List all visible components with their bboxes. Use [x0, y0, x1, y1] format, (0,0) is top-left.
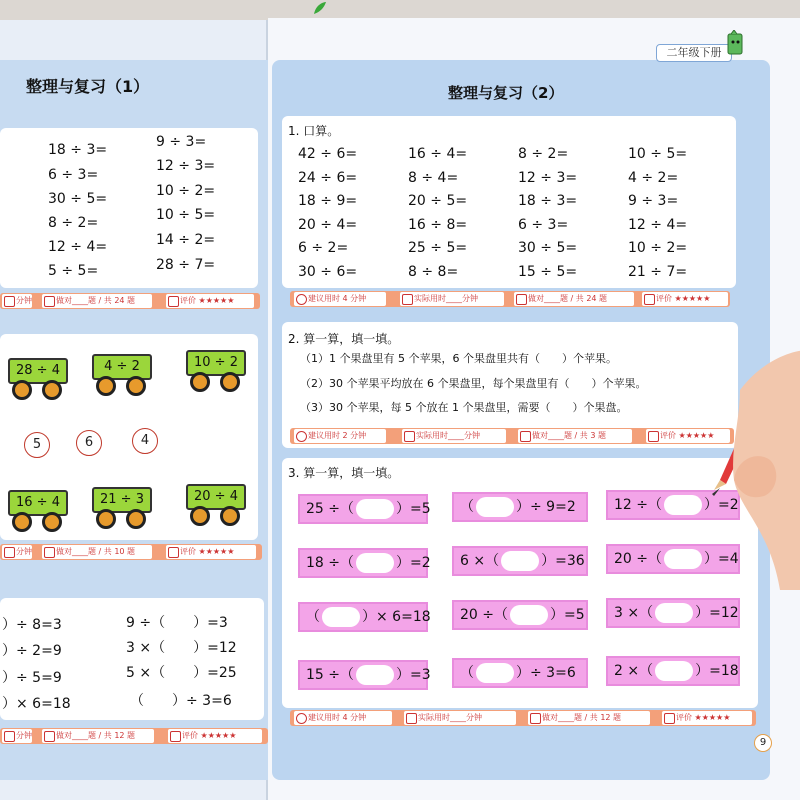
answer-blank[interactable] — [476, 663, 514, 683]
fill-blank-box — [298, 494, 431, 524]
answer-blank[interactable] — [655, 661, 693, 681]
answer-blank[interactable] — [655, 603, 693, 623]
grade-tab: 二年级下册 — [656, 44, 732, 62]
equation-right: ）=5 — [396, 501, 431, 517]
equation-left: 3 ×（ — [614, 605, 654, 621]
oral-calc-item: 24 ÷ 6= — [298, 169, 358, 186]
answer-blank[interactable] — [510, 605, 548, 625]
oral-calc-item: 30 ÷ 6= — [298, 263, 358, 280]
equation-right: ）=18 — [695, 663, 739, 679]
equation-right: ）=4 — [704, 551, 739, 567]
equation-left: 20 ÷（ — [614, 551, 662, 567]
oral-calc-item: 18 ÷ 3= — [518, 193, 578, 209]
right-footer-2-score: 做对____题 / 共 3 题 — [518, 429, 632, 443]
equation-left: 12 ÷（ — [614, 497, 662, 513]
word-problem-2: （2）30 个苹果平均放在 6 个果盘里，每个果盘里有（ ）个苹果。 — [300, 377, 647, 390]
left-calc-item: 30 ÷ 5= — [48, 191, 108, 207]
fill-blank-box — [452, 658, 588, 688]
left-fill-item: 9 ÷（ ）=3 — [126, 615, 228, 631]
left-calc-item: 6 ÷ 3= — [48, 167, 99, 183]
left-footer-1-time: 分钟 — [2, 294, 32, 308]
equation-left: 25 ÷（ — [306, 501, 354, 517]
fill-blank-box — [606, 598, 740, 628]
oral-calc-item: 9 ÷ 3= — [628, 193, 679, 209]
answer-blank[interactable] — [476, 497, 514, 517]
equation-right: ）÷ 9=2 — [516, 499, 576, 515]
left-fill-item: 3 ×（ ）=12 — [126, 640, 237, 656]
left-footer-1-rating: 评价 ★★★★★ — [166, 294, 254, 308]
right-footer-1-actual: 实际用时____分钟 — [400, 292, 504, 306]
left-fill-item: ）× 6=18 — [2, 696, 71, 712]
left-footer-3-score: 做对____题 / 共 12 题 — [42, 729, 154, 743]
division-wagon — [92, 354, 152, 398]
oral-calc-item: 4 ÷ 2= — [628, 169, 679, 186]
left-calc-item: 10 ÷ 5= — [156, 207, 216, 223]
oral-calc-item: 10 ÷ 2= — [628, 240, 688, 256]
equation-right: ）÷ 3=6 — [516, 665, 576, 681]
equation-right: ）=2 — [704, 497, 739, 513]
division-wagon — [92, 487, 152, 531]
word-problem-1: （1）1 个果盘里有 5 个苹果，6 个果盘里共有（ ）个苹果。 — [300, 352, 617, 365]
left-calc-item: 28 ÷ 7= — [156, 257, 216, 273]
wagon-label: 4 ÷ 2 — [92, 354, 152, 380]
right-footer-1-score: 做对____题 / 共 24 题 — [514, 292, 634, 306]
wheel-icon — [42, 380, 62, 400]
answer-blank[interactable] — [501, 551, 539, 571]
right-footer-3-rating: 评价 ★★★★★ — [662, 711, 752, 725]
oral-calc-item: 16 ÷ 8= — [408, 216, 468, 233]
left-page-title: 整理与复习（1） — [26, 77, 150, 96]
left-fill-item: ）÷ 8=3 — [2, 617, 62, 633]
division-wagon — [8, 358, 68, 402]
fill-blank-box — [298, 548, 431, 578]
division-wagon — [186, 484, 246, 528]
equation-right: ）=2 — [396, 555, 431, 571]
oral-calc-item: 20 ÷ 5= — [408, 193, 468, 209]
oral-calc-item: 8 ÷ 8= — [408, 263, 459, 280]
equation-left: 2 ×（ — [614, 663, 654, 679]
wheel-icon — [220, 506, 240, 526]
oral-calc-item: 30 ÷ 5= — [518, 240, 578, 256]
equation-left: 6 ×（ — [460, 553, 500, 569]
left-calc-item: 10 ÷ 2= — [156, 183, 216, 199]
answer-blank[interactable] — [664, 549, 702, 569]
wagon-label: 10 ÷ 2 — [186, 350, 246, 376]
answer-circle: 5 — [24, 432, 50, 458]
wheel-icon — [220, 372, 240, 392]
left-footer-2-time: 分钟 — [2, 545, 32, 559]
equation-left: 20 ÷（ — [460, 607, 508, 623]
left-calc-item: 18 ÷ 3= — [48, 142, 108, 158]
wagon-label: 28 ÷ 4 — [8, 358, 68, 384]
left-calc-item: 9 ÷ 3= — [156, 134, 207, 150]
wagon-label: 16 ÷ 4 — [8, 490, 68, 516]
wagon-label: 21 ÷ 3 — [92, 487, 152, 513]
answer-blank[interactable] — [322, 607, 360, 627]
fill-blank-box — [452, 600, 588, 630]
equation-right: ）=36 — [541, 553, 585, 569]
equation-right: ）=5 — [550, 607, 585, 623]
left-calc-item: 12 ÷ 3= — [156, 158, 216, 174]
oral-calc-item: 16 ÷ 4= — [408, 146, 468, 162]
wheel-icon — [126, 509, 146, 529]
left-calc-item: 5 ÷ 5= — [48, 263, 99, 279]
equation-left: （ — [306, 609, 320, 625]
left-footer-2-score: 做对____题 / 共 10 题 — [42, 545, 152, 559]
right-footer-3-suggested: 建议用时 4 分钟 — [294, 711, 392, 725]
wheel-icon — [190, 372, 210, 392]
right-footer-2-actual: 实际用时____分钟 — [402, 429, 506, 443]
answer-circle: 4 — [132, 428, 158, 454]
left-calc-item: 14 ÷ 2= — [156, 232, 216, 248]
wheel-icon — [12, 380, 32, 400]
equation-left: （ — [460, 665, 474, 681]
oral-calc-item: 42 ÷ 6= — [298, 146, 358, 162]
left-fill-item: 5 ×（ ）=25 — [126, 665, 237, 681]
oral-calc-item: 12 ÷ 3= — [518, 169, 578, 186]
answer-blank[interactable] — [356, 665, 394, 685]
equation-left: （ — [460, 499, 474, 515]
left-calc-panel — [0, 128, 258, 288]
oral-calc-item: 6 ÷ 3= — [518, 216, 569, 233]
oral-calc-item: 8 ÷ 2= — [518, 146, 569, 162]
answer-blank[interactable] — [356, 553, 394, 573]
left-fill-item: （ ）÷ 3=6 — [130, 693, 232, 709]
oral-calc-item: 21 ÷ 7= — [628, 263, 688, 280]
wheel-icon — [12, 512, 32, 532]
division-wagon — [8, 490, 68, 534]
fill-blank-box — [606, 656, 740, 686]
oral-calc-item: 15 ÷ 5= — [518, 263, 578, 280]
oral-calc-item: 6 ÷ 2= — [298, 240, 349, 256]
oral-calc-item: 10 ÷ 5= — [628, 146, 688, 162]
fill-blank-box — [298, 602, 431, 632]
fill-blank-box — [452, 546, 588, 576]
oral-calc-item: 12 ÷ 4= — [628, 216, 688, 233]
page-number: 9 — [754, 734, 772, 752]
leaf-icon — [312, 0, 328, 16]
right-footer-1-suggested: 建议用时 4 分钟 — [294, 292, 386, 306]
left-calc-item: 8 ÷ 2= — [48, 215, 99, 231]
right-page-title: 整理与复习（2） — [448, 84, 564, 102]
left-footer-3-rating: 评价 ★★★★★ — [168, 729, 262, 743]
answer-blank[interactable] — [356, 499, 394, 519]
hand-with-pencil — [700, 330, 800, 590]
wheel-icon — [96, 509, 116, 529]
wheel-icon — [96, 376, 116, 396]
wheel-icon — [126, 376, 146, 396]
left-footer-2-rating: 评价 ★★★★★ — [166, 545, 256, 559]
equation-right: ）× 6=18 — [362, 609, 431, 625]
oral-calc-item: 25 ÷ 5= — [408, 240, 468, 256]
oral-calc-item: 18 ÷ 9= — [298, 193, 358, 209]
word-problem-3: （3）30 个苹果，每 5 个放在 1 个果盘里，需要（ ）个果盘。 — [300, 401, 628, 414]
equation-left: 15 ÷（ — [306, 667, 354, 683]
left-footer-3-time: 分钟 — [2, 729, 32, 743]
fill-blank-box — [298, 660, 431, 690]
division-wagon — [186, 350, 246, 394]
wheel-icon — [42, 512, 62, 532]
wheel-icon — [190, 506, 210, 526]
equation-right: ）=12 — [695, 605, 739, 621]
section1-title: 1. 口算。 — [288, 124, 340, 138]
oral-calc-item: 20 ÷ 4= — [298, 216, 358, 233]
equation-right: ）=3 — [396, 667, 431, 683]
section2-title: 2. 算一算，填一填。 — [288, 332, 400, 346]
oral-calc-item: 8 ÷ 4= — [408, 169, 459, 186]
right-footer-1-rating: 评价 ★★★★★ — [642, 292, 728, 306]
left-calc-item: 12 ÷ 4= — [48, 239, 108, 255]
right-footer-2-rating: 评价 ★★★★★ — [646, 429, 730, 443]
answer-blank[interactable] — [664, 495, 702, 515]
right-footer-2-suggested: 建议用时 2 分钟 — [294, 429, 386, 443]
wagon-label: 20 ÷ 4 — [186, 484, 246, 510]
equation-left: 18 ÷（ — [306, 555, 354, 571]
answer-circle: 6 — [76, 430, 102, 456]
left-fill-item: ）÷ 5=9 — [2, 670, 62, 686]
left-footer-1-score: 做对____题 / 共 24 题 — [42, 294, 152, 308]
right-footer-3-score: 做对____题 / 共 12 题 — [528, 711, 650, 725]
section3-title: 3. 算一算，填一填。 — [288, 466, 400, 480]
book-icon — [726, 30, 744, 56]
right-footer-3-actual: 实际用时____分钟 — [404, 711, 516, 725]
left-fill-item: ）÷ 2=9 — [2, 643, 62, 659]
fill-blank-box — [452, 492, 588, 522]
